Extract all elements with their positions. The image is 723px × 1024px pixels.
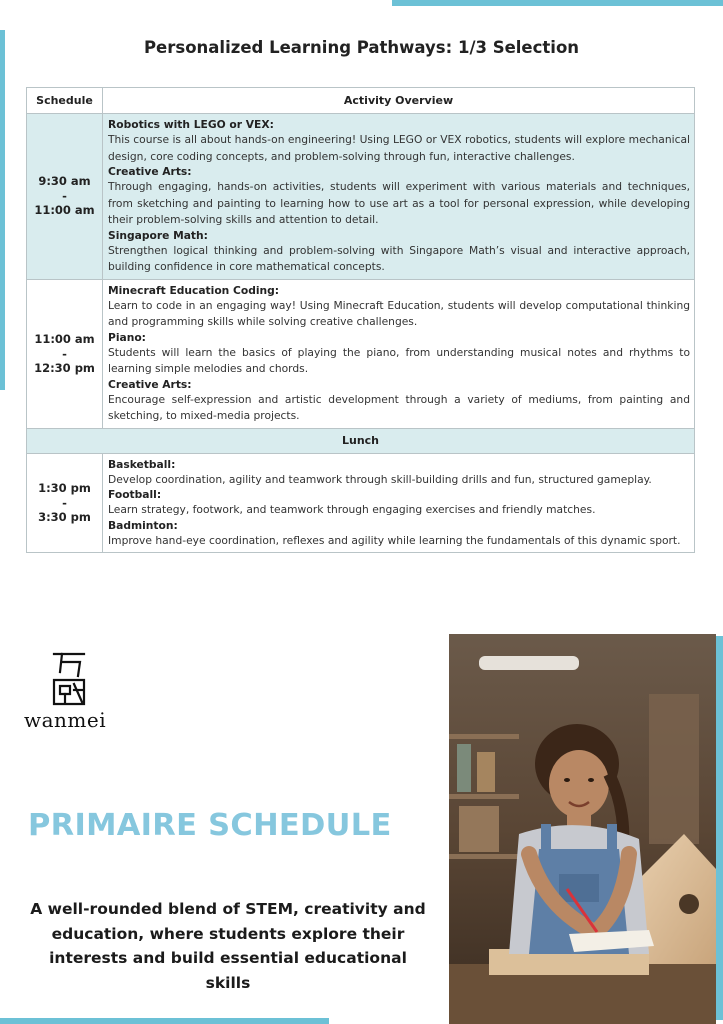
brand-logo [24, 650, 124, 732]
activity-name: Piano: [108, 330, 146, 344]
top-accent-bar [392, 0, 723, 6]
girl-drawing-image [449, 634, 716, 1024]
lunch-row [27, 428, 695, 453]
activity-name: Basketball: [108, 457, 176, 471]
student-photo [449, 634, 716, 1024]
schedule-block-afternoon [27, 453, 695, 553]
activities-cell [103, 453, 695, 553]
activity-description: Develop coordination, agility and teamwork through skill-building drills and fun, structured gameplay. [108, 472, 652, 486]
activity-name: Creative Arts: [108, 377, 192, 391]
activity-description: Encourage self-expression and artistic development through a variety of mediums, from painting and sketching, to mixed-media projects. [108, 392, 690, 422]
activity-name: Badminton: [108, 518, 178, 532]
time-dash: - [62, 346, 67, 361]
activity-name: Singapore Math: [108, 228, 208, 242]
time-dash: - [62, 495, 67, 510]
lunch-label: Lunch [27, 428, 695, 453]
schedule-block-morning [27, 114, 695, 280]
bottom-accent-bar [0, 1018, 329, 1024]
activity-description: Through engaging, hands-on activities, students will experiment with various materials and techniques, from sketching and painting to learning how to use art as a tool for personal expression, while developing their problem-solving skills and attention to detail. [108, 180, 690, 226]
activity-name: Creative Arts: [108, 165, 192, 178]
time-end: 11:00 am [34, 203, 95, 218]
table-header-row [27, 88, 695, 114]
time-cell [27, 114, 103, 280]
activities-cell [103, 114, 695, 280]
activity-name: Football: [108, 488, 162, 501]
wanmei-seal-icon [52, 650, 86, 706]
schedule-block-midday [27, 279, 695, 428]
activity-name: Robotics with LEGO or VEX: [108, 118, 274, 131]
time-end: 12:30 pm [34, 360, 95, 375]
brand-wordmark: wanmei [24, 708, 107, 732]
activity-description: Learn to code in an engaging way! Using Minecraft Education, students will develop computational thinking and programming skills while solving creative challenges. [108, 298, 690, 328]
promo-tagline: A well-rounded blend of STEM, creativity and education, where students explore their interests and build essential educational skills [30, 900, 426, 992]
activity-description: This course is all about hands-on engineering! Using LEGO or VEX robotics, students will explore mechanical design, core coding concepts, and problem-solving through fun, interactive challenges. [108, 133, 690, 163]
time-cell [27, 453, 103, 553]
activities-cell [103, 279, 695, 428]
activity-description: Improve hand-eye coordination, reflexes and agility while learning the fundamentals of this dynamic sport. [108, 533, 681, 547]
left-accent-bar [0, 30, 5, 390]
page-title: Personalized Learning Pathways: 1/3 Selection [143, 38, 580, 57]
activity-description: Students will learn the basics of playing the piano, from understanding musical notes and rhythms to learning simple melodies and chords. [108, 345, 690, 375]
time-dash: - [62, 189, 67, 204]
time-end: 3:30 pm [38, 509, 91, 524]
promo-headline: PRIMAIRE SCHEDULE [28, 808, 392, 843]
schedule-table [26, 87, 695, 553]
time-start: 11:00 am [34, 331, 95, 346]
activity-name: Minecraft Education Coding: [108, 283, 280, 297]
time-start: 9:30 am [38, 174, 91, 189]
time-start: 1:30 pm [38, 480, 91, 495]
activity-description: Learn strategy, footwork, and teamwork through engaging exercises and friendly matches. [108, 503, 596, 516]
column-header-activity: Activity Overview [103, 88, 695, 114]
right-accent-bar [716, 636, 723, 1020]
column-header-schedule: Schedule [27, 88, 103, 114]
time-cell [27, 279, 103, 428]
activity-description: Strengthen logical thinking and problem-solving with Singapore Math’s visual and interactive approach, building confidence in core mathematical concepts. [108, 243, 690, 273]
